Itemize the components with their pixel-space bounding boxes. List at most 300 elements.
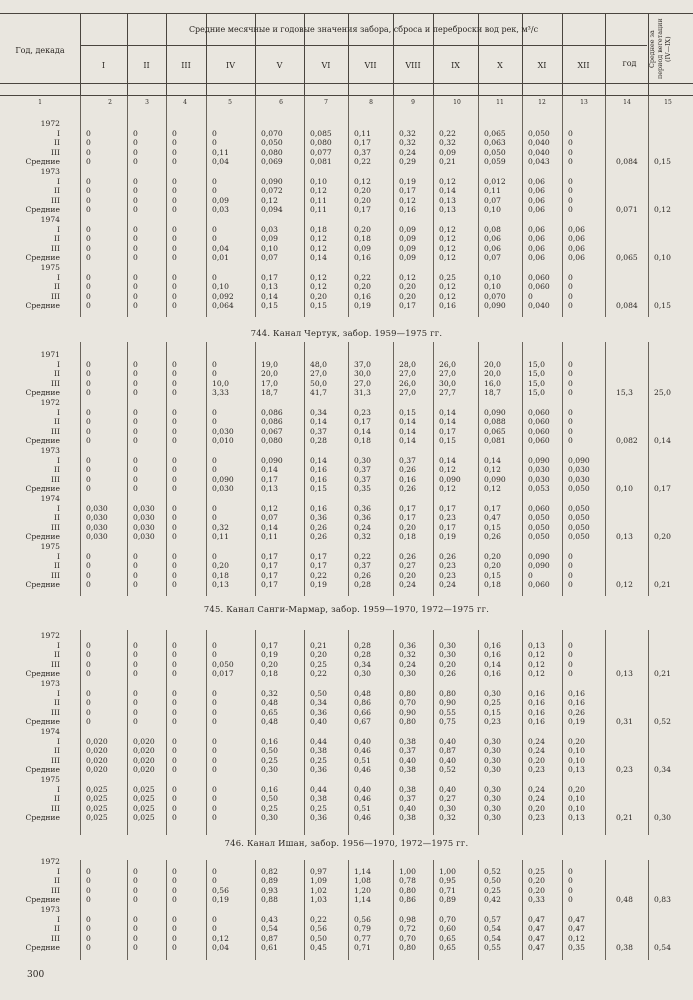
cell-month-6: 0,25 (310, 803, 327, 813)
cell-month-2: 0 (133, 717, 138, 727)
cell-month-4: 0 (212, 234, 217, 244)
decade-label: I (57, 688, 60, 698)
cell-month-4: 0 (212, 866, 217, 876)
decade-label: I (57, 914, 60, 924)
cell-month-10: 0,16 (484, 650, 501, 660)
cell-month-6: 0,22 (310, 914, 327, 924)
cell-month-3: 0 (172, 426, 177, 436)
cell-month-5: 0,30 (261, 765, 278, 775)
cell-month-9: 0,87 (439, 746, 456, 756)
cell-month-8: 0,14 (399, 417, 416, 427)
cell-month-9: 0,40 (439, 736, 456, 746)
decade-label: III (51, 522, 60, 532)
cell-month-2: 0 (133, 359, 138, 369)
cell-month-4: 0 (212, 138, 217, 148)
table-row (0, 417, 693, 427)
cell-month-9: 0,090 (439, 474, 461, 484)
cell-year-avg: 0,082 (616, 436, 638, 446)
cell-month-2: 0 (133, 417, 138, 427)
column-number: 6 (279, 99, 283, 106)
cell-month-5: 0,070 (261, 128, 283, 138)
cell-month-1: 0 (86, 195, 91, 205)
cell-month-3: 0 (172, 128, 177, 138)
cell-month-12: 0,06 (568, 253, 585, 263)
cell-month-9: 0,20 (439, 659, 456, 669)
cell-month-9: 27,7 (439, 388, 456, 398)
cell-month-12: 0,12 (568, 933, 585, 943)
cell-month-1: 0 (86, 484, 91, 494)
cell-month-8: 0,14 (399, 436, 416, 446)
cell-month-12: 0,030 (568, 474, 590, 484)
year-row (0, 263, 693, 273)
cell-month-8: 0,37 (399, 794, 416, 804)
cell-month-6: 0,38 (310, 794, 327, 804)
cell-month-5: 0,080 (261, 436, 283, 446)
table-row (0, 580, 693, 590)
cell-month-5: 18,7 (261, 388, 278, 398)
cell-month-3: 0 (172, 784, 177, 794)
decade-label: Средние (25, 484, 60, 494)
cell-month-4: 0 (212, 503, 217, 513)
cell-month-8: 0,78 (399, 876, 416, 886)
year-label: 1973 (40, 446, 60, 455)
table-row (0, 523, 693, 533)
cell-month-1: 0 (86, 234, 91, 244)
decade-label: II (54, 234, 60, 244)
cell-month-10: 0,20 (484, 561, 501, 571)
cell-month-8: 0,20 (399, 291, 416, 301)
month-header-1: I (101, 61, 106, 70)
cell-month-8: 0,17 (399, 301, 416, 311)
cell-month-3: 0 (172, 388, 177, 398)
cell-month-9: 0,12 (439, 253, 456, 263)
table-row (0, 532, 693, 542)
cell-month-3: 0 (172, 455, 177, 465)
cell-month-11: 15,0 (528, 378, 545, 388)
decade-label: III (51, 195, 60, 205)
cell-month-7: 0,48 (354, 688, 371, 698)
cell-month-4: 3,33 (212, 388, 229, 398)
cell-month-4: 0 (212, 688, 217, 698)
cell-month-4: 0,04 (212, 157, 229, 167)
cell-month-12: 0,10 (568, 746, 585, 756)
cell-month-1: 0 (86, 669, 91, 679)
cell-month-5: 0,03 (261, 224, 278, 234)
cell-month-3: 0 (172, 914, 177, 924)
decade-label: I (57, 359, 60, 369)
cell-month-12: 0 (568, 359, 573, 369)
cell-month-11: 0,16 (528, 688, 545, 698)
cell-year-avg: 0,10 (616, 484, 633, 494)
year-label: 1973 (40, 167, 60, 176)
decade-label: III (51, 147, 60, 157)
cell-month-7: 0,79 (354, 924, 371, 934)
cell-month-12: 0 (568, 369, 573, 379)
cell-month-7: 0,22 (354, 272, 371, 282)
cell-month-4: 0 (212, 359, 217, 369)
cell-month-9: 0,09 (439, 147, 456, 157)
cell-month-5: 0,067 (261, 426, 283, 436)
cell-month-2: 0 (133, 234, 138, 244)
cell-month-6: 0,14 (310, 253, 327, 263)
cell-month-9: 0,52 (439, 765, 456, 775)
cell-month-12: 0,10 (568, 755, 585, 765)
table-row (0, 186, 693, 196)
cell-month-8: 0,18 (399, 532, 416, 542)
cell-month-1: 0 (86, 301, 91, 311)
month-header-8: VIII (405, 61, 421, 70)
cell-month-8: 0,32 (399, 128, 416, 138)
cell-month-2: 0 (133, 885, 138, 895)
cell-month-12: 0 (568, 291, 573, 301)
cell-month-4: 0,20 (212, 561, 229, 571)
cell-year-avg: 0,13 (616, 532, 633, 542)
cell-month-8: 0,19 (399, 176, 416, 186)
cell-month-11: 0,090 (528, 455, 550, 465)
cell-month-7: 0,36 (354, 503, 371, 513)
cell-month-8: 0,40 (399, 803, 416, 813)
cell-month-7: 27,0 (354, 378, 371, 388)
cell-month-12: 0,050 (568, 513, 590, 523)
cell-month-10: 0,26 (484, 532, 501, 542)
year-label: 1973 (40, 679, 60, 688)
cell-month-9: 0,17 (439, 503, 456, 513)
cell-month-11: 0,24 (528, 746, 545, 756)
cell-month-4: 0 (212, 551, 217, 561)
cell-month-10: 0,090 (484, 301, 506, 311)
group-title: Средние месячные и годовые значения забора, сброса и переброски вод рек, м³/с (188, 25, 539, 34)
cell-month-8: 0,80 (399, 717, 416, 727)
cell-month-7: 0,09 (354, 243, 371, 253)
cell-month-7: 0,40 (354, 784, 371, 794)
table-row (0, 138, 693, 148)
cell-month-5: 20,0 (261, 369, 278, 379)
cell-month-10: 0,30 (484, 736, 501, 746)
cell-year-avg: 0,084 (616, 301, 638, 311)
table-row (0, 552, 693, 562)
cell-month-11: 0,23 (528, 813, 545, 823)
cell-month-12: 0,050 (568, 532, 590, 542)
cell-month-5: 0,094 (261, 205, 283, 215)
cell-month-4: 0,13 (212, 580, 229, 590)
cell-month-9: 0,40 (439, 784, 456, 794)
cell-month-12: 0,26 (568, 707, 585, 717)
cell-month-11: 0,12 (528, 669, 545, 679)
cell-month-12: 0 (568, 669, 573, 679)
cell-month-4: 0 (212, 813, 217, 823)
cell-month-2: 0 (133, 272, 138, 282)
year-label: 1974 (40, 494, 60, 503)
cell-month-1: 0 (86, 688, 91, 698)
cell-month-8: 0,12 (399, 272, 416, 282)
cell-month-8: 0,40 (399, 755, 416, 765)
cell-month-6: 0,21 (310, 640, 327, 650)
cell-month-9: 0,25 (439, 272, 456, 282)
cell-month-4: 0 (212, 876, 217, 886)
cell-month-1: 0,030 (86, 532, 108, 542)
cell-month-6: 0,16 (310, 503, 327, 513)
cell-month-9: 0,40 (439, 755, 456, 765)
cell-month-2: 0 (133, 688, 138, 698)
cell-month-11: 0,06 (528, 205, 545, 215)
cell-month-2: 0,025 (133, 813, 155, 823)
cell-month-10: 0,070 (484, 291, 506, 301)
cell-month-11: 0,06 (528, 186, 545, 196)
year-row (0, 631, 693, 641)
cell-month-6: 0,20 (310, 650, 327, 660)
table-row (0, 484, 693, 494)
cell-month-7: 0,20 (354, 195, 371, 205)
cell-veg-avg: 0,83 (654, 895, 671, 905)
cell-month-3: 0 (172, 157, 177, 167)
cell-month-8: 0,26 (399, 551, 416, 561)
cell-month-11: 0,090 (528, 561, 550, 571)
cell-month-4: 0,18 (212, 570, 229, 580)
cell-month-10: 0,10 (484, 272, 501, 282)
cell-month-1: 0,025 (86, 813, 108, 823)
table-row (0, 456, 693, 466)
cell-month-3: 0 (172, 765, 177, 775)
cell-month-10: 0,15 (484, 570, 501, 580)
cell-month-9: 0,12 (439, 234, 456, 244)
table-row (0, 369, 693, 379)
cell-month-10: 0,16 (484, 640, 501, 650)
cell-month-10: 0,42 (484, 895, 501, 905)
cell-month-5: 0,10 (261, 243, 278, 253)
cell-month-1: 0 (86, 407, 91, 417)
cell-month-8: 0,38 (399, 784, 416, 794)
cell-month-6: 0,44 (310, 736, 327, 746)
cell-month-1: 0 (86, 417, 91, 427)
table-row (0, 379, 693, 389)
cell-month-7: 0,35 (354, 484, 371, 494)
cell-veg-avg: 0,12 (654, 205, 671, 215)
cell-month-9: 0,65 (439, 943, 456, 953)
cell-month-3: 0 (172, 659, 177, 669)
section-title-744: 744. Канал Чертук, забор. 1959—1975 гг. (250, 328, 443, 338)
cell-month-1: 0 (86, 455, 91, 465)
cell-month-3: 0 (172, 561, 177, 571)
cell-month-11: 0,06 (528, 253, 545, 263)
cell-month-4: 0 (212, 784, 217, 794)
cell-month-9: 0,30 (439, 650, 456, 660)
cell-month-2: 0 (133, 640, 138, 650)
cell-month-3: 0 (172, 736, 177, 746)
cell-month-6: 0,12 (310, 243, 327, 253)
cell-month-4: 0 (212, 640, 217, 650)
cell-month-3: 0 (172, 924, 177, 934)
cell-month-12: 0,47 (568, 914, 585, 924)
cell-month-6: 0,40 (310, 717, 327, 727)
month-header-12: XII (577, 61, 590, 70)
cell-month-11: 0,050 (528, 522, 550, 532)
cell-month-12: 0 (568, 128, 573, 138)
decade-label: III (51, 707, 60, 717)
cell-month-4: 10,0 (212, 378, 229, 388)
cell-month-8: 0,98 (399, 914, 416, 924)
cell-month-4: 0,04 (212, 243, 229, 253)
cell-month-12: 0,050 (568, 484, 590, 494)
cell-month-12: 0 (568, 426, 573, 436)
cell-month-4: 0 (212, 746, 217, 756)
cell-month-7: 0,17 (354, 417, 371, 427)
cell-month-8: 0,29 (399, 157, 416, 167)
cell-month-3: 0 (172, 195, 177, 205)
cell-month-3: 0 (172, 688, 177, 698)
cell-month-8: 0,17 (399, 186, 416, 196)
cell-month-8: 0,20 (399, 282, 416, 292)
decade-label: I (57, 176, 60, 186)
decade-label: Средние (25, 301, 60, 311)
cell-month-10: 0,012 (484, 176, 506, 186)
table-row (0, 282, 693, 292)
table-row (0, 360, 693, 370)
cell-month-2: 0 (133, 551, 138, 561)
cell-month-11: 0,16 (528, 717, 545, 727)
cell-month-12: 0 (568, 570, 573, 580)
cell-month-7: 0,17 (354, 138, 371, 148)
cell-month-3: 0 (172, 503, 177, 513)
cell-month-2: 0 (133, 561, 138, 571)
cell-month-12: 0 (568, 147, 573, 157)
cell-month-1: 0 (86, 465, 91, 475)
decade-label: II (54, 417, 60, 427)
cell-month-11: 0,47 (528, 914, 545, 924)
cell-month-12: 0 (568, 301, 573, 311)
table-row (0, 943, 693, 953)
table-row (0, 924, 693, 934)
cell-month-10: 0,30 (484, 746, 501, 756)
cell-month-9: 26,0 (439, 359, 456, 369)
cell-month-9: 0,70 (439, 914, 456, 924)
cell-month-3: 0 (172, 717, 177, 727)
cell-month-9: 0,32 (439, 813, 456, 823)
cell-month-10: 0,20 (484, 551, 501, 561)
cell-month-1: 0 (86, 895, 91, 905)
cell-month-10: 20,0 (484, 359, 501, 369)
cell-month-3: 0 (172, 369, 177, 379)
cell-month-1: 0,020 (86, 736, 108, 746)
table-row (0, 708, 693, 718)
cell-month-2: 0 (133, 157, 138, 167)
cell-month-9: 0,14 (439, 455, 456, 465)
cell-month-12: 0 (568, 176, 573, 186)
cell-month-3: 0 (172, 794, 177, 804)
cell-month-9: 0,16 (439, 301, 456, 311)
cell-month-9: 0,22 (439, 128, 456, 138)
cell-month-7: 0,86 (354, 698, 371, 708)
cell-month-7: 0,20 (354, 282, 371, 292)
cell-month-8: 0,09 (399, 224, 416, 234)
cell-month-5: 0,18 (261, 669, 278, 679)
cell-month-3: 0 (172, 669, 177, 679)
cell-month-6: 0,45 (310, 943, 327, 953)
cell-month-5: 0,82 (261, 866, 278, 876)
cell-month-10: 0,07 (484, 195, 501, 205)
cell-month-1: 0 (86, 659, 91, 669)
decade-label: I (57, 455, 60, 465)
year-label: 1972 (40, 857, 60, 866)
cell-month-5: 0,61 (261, 943, 278, 953)
table-row (0, 408, 693, 418)
cell-month-6: 0,081 (310, 157, 332, 167)
cell-veg-avg: 25,0 (654, 388, 671, 398)
cell-month-11: 0,33 (528, 895, 545, 905)
table-row (0, 301, 693, 311)
cell-year-avg: 0,31 (616, 717, 633, 727)
cell-month-1: 0,025 (86, 784, 108, 794)
cell-month-6: 0,11 (310, 205, 327, 215)
cell-month-10: 0,30 (484, 688, 501, 698)
cell-month-3: 0 (172, 698, 177, 708)
cell-month-4: 0 (212, 455, 217, 465)
cell-month-11: 0,030 (528, 474, 550, 484)
cell-month-6: 0,34 (310, 407, 327, 417)
cell-month-7: 1,14 (354, 895, 371, 905)
table-row (0, 737, 693, 747)
year-row (0, 350, 693, 360)
cell-month-1: 0 (86, 147, 91, 157)
cell-month-9: 0,26 (439, 669, 456, 679)
cell-month-7: 0,46 (354, 794, 371, 804)
cell-month-9: 0,12 (439, 291, 456, 301)
cell-month-3: 0 (172, 417, 177, 427)
cell-month-12: 0,050 (568, 503, 590, 513)
cell-month-5: 0,25 (261, 803, 278, 813)
cell-month-10: 0,25 (484, 698, 501, 708)
cell-month-4: 0,064 (212, 301, 234, 311)
cell-month-12: 0 (568, 186, 573, 196)
year-row (0, 679, 693, 689)
cell-month-7: 0,14 (354, 426, 371, 436)
cell-month-8: 0,16 (399, 205, 416, 215)
cell-month-2: 0 (133, 186, 138, 196)
cell-month-3: 0 (172, 707, 177, 717)
cell-month-8: 0,32 (399, 650, 416, 660)
cell-month-2: 0 (133, 128, 138, 138)
cell-year-avg: 0,38 (616, 943, 633, 953)
cell-month-2: 0 (133, 301, 138, 311)
cell-month-5: 0,30 (261, 813, 278, 823)
cell-month-2: 0 (133, 291, 138, 301)
cell-month-8: 26,0 (399, 378, 416, 388)
cell-month-3: 0 (172, 465, 177, 475)
cell-month-2: 0 (133, 570, 138, 580)
year-row (0, 215, 693, 225)
cell-month-5: 0,12 (261, 503, 278, 513)
table-row (0, 157, 693, 167)
cell-month-5: 0,14 (261, 465, 278, 475)
cell-month-6: 0,12 (310, 186, 327, 196)
cell-month-10: 0,050 (484, 147, 506, 157)
cell-month-2: 0,030 (133, 503, 155, 513)
first-col-header: Год, декада (15, 46, 65, 55)
cell-month-5: 0,086 (261, 417, 283, 427)
decade-label: Средние (25, 157, 60, 167)
cell-month-8: 0,80 (399, 943, 416, 953)
cell-month-1: 0 (86, 943, 91, 953)
cell-month-5: 0,50 (261, 794, 278, 804)
cell-month-10: 0,063 (484, 138, 506, 148)
cell-month-7: 0,37 (354, 561, 371, 571)
cell-month-6: 41,7 (310, 388, 327, 398)
cell-month-5: 0,20 (261, 659, 278, 669)
cell-month-7: 1,08 (354, 876, 371, 886)
table-row (0, 756, 693, 766)
cell-month-11: 0,16 (528, 698, 545, 708)
cell-month-8: 0,80 (399, 885, 416, 895)
cell-month-2: 0 (133, 580, 138, 590)
